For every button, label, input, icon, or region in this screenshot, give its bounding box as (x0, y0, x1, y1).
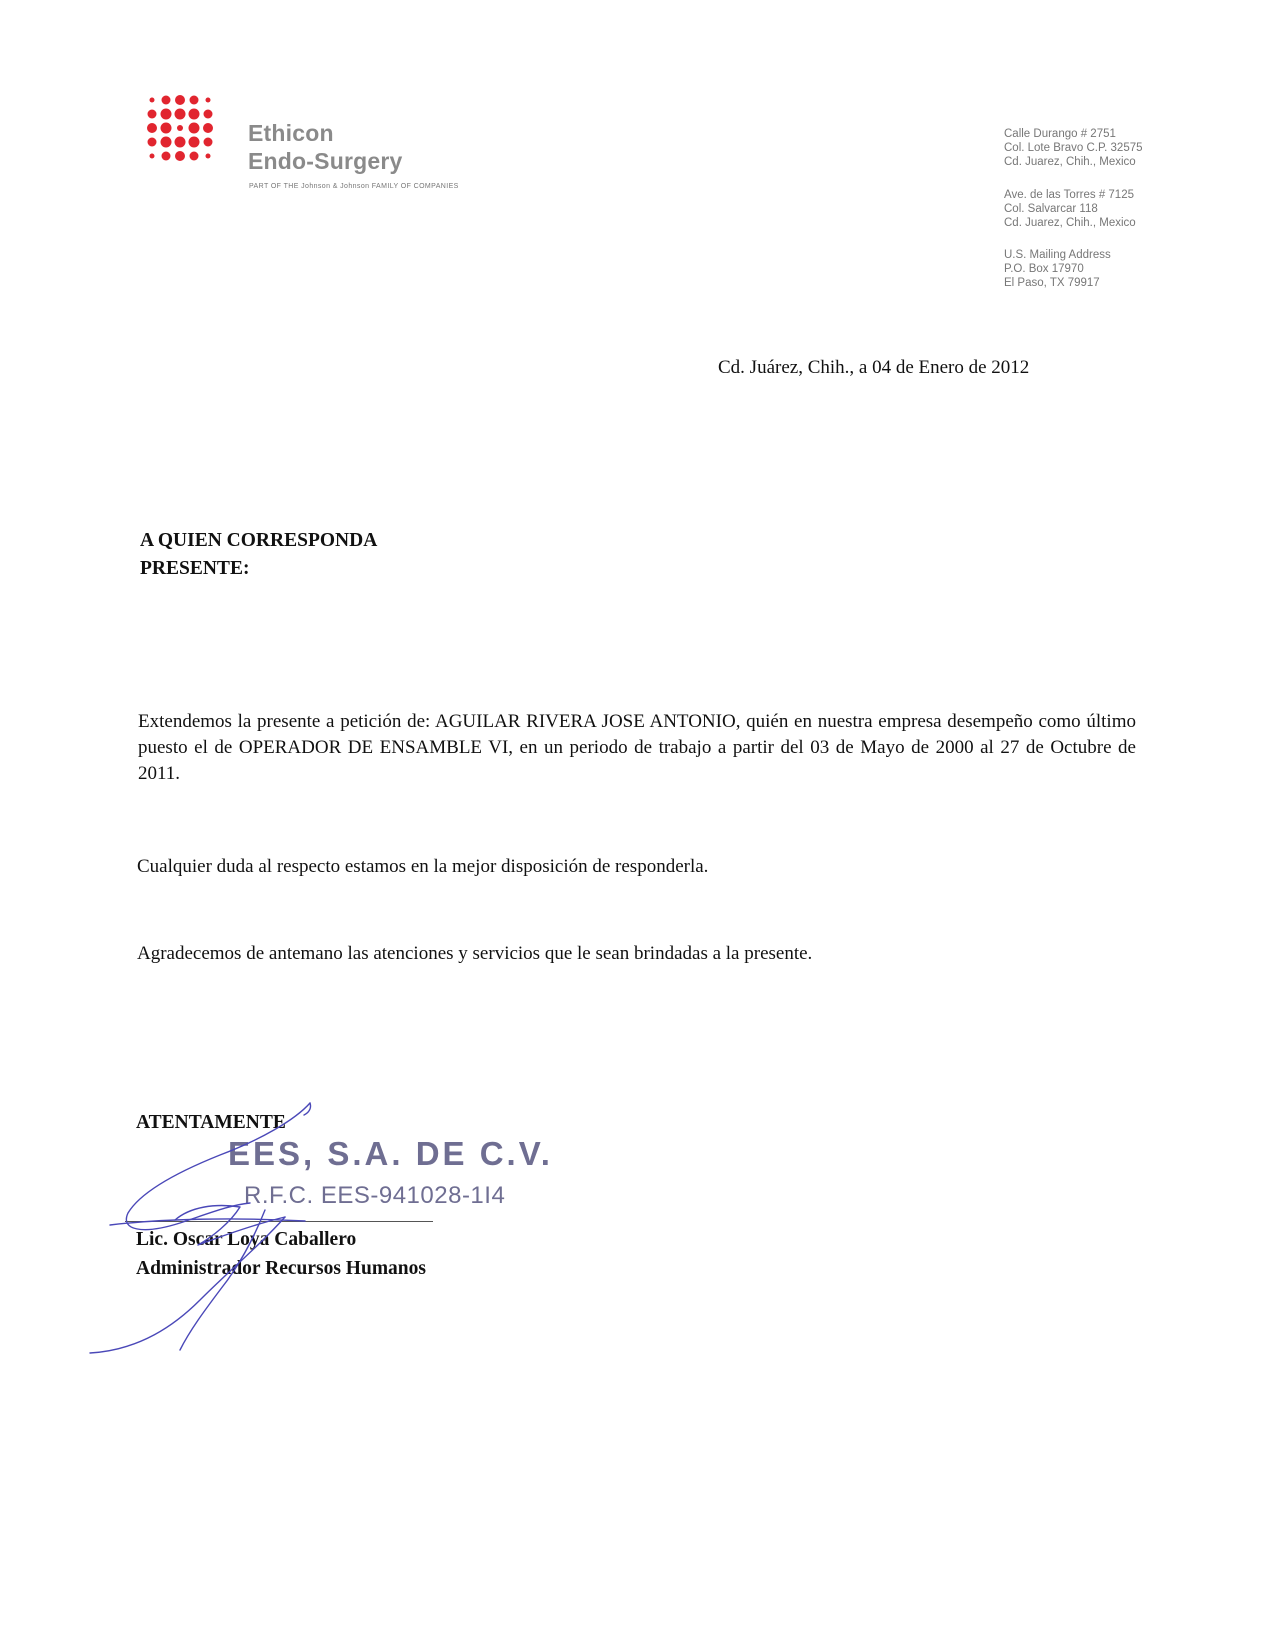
brand-tagline: PART OF THE Johnson & Johnson FAMILY OF COMPANIES (249, 183, 459, 190)
salutation-presente: PRESENTE: (140, 558, 250, 579)
signer-name: Lic. Oscar Loya Caballero (136, 1229, 357, 1250)
logo-dot (177, 125, 183, 131)
logo-dot (147, 123, 157, 133)
logo-dot (161, 137, 172, 148)
logo-dot (189, 137, 200, 148)
logo-dot (189, 123, 200, 134)
logo-dot (150, 154, 155, 159)
address-line: U.S. Mailing Address (1004, 249, 1111, 261)
ethicon-logo-icon (145, 93, 215, 163)
logo-dot (203, 123, 213, 133)
address-line: Cd. Juarez, Chih., Mexico (1004, 156, 1136, 168)
logo-dot (161, 109, 172, 120)
company-stamp-rfc: R.F.C. EES-941028-1I4 (244, 1182, 506, 1209)
address-line: P.O. Box 17970 (1004, 263, 1084, 275)
handwritten-signature (80, 1095, 420, 1355)
logo-dot (175, 95, 185, 105)
closing-atentamente: ATENTAMENTE (136, 1112, 286, 1133)
address-line: Col. Salvarcar 118 (1004, 203, 1098, 215)
address-block-us-mailing (1004, 248, 1111, 290)
address-line: Cd. Juarez, Chih., Mexico (1004, 217, 1136, 229)
logo-dot (162, 96, 171, 105)
address-line: Col. Lote Bravo C.P. 32575 (1004, 142, 1143, 154)
logo-dot (150, 98, 155, 103)
address-line: El Paso, TX 79917 (1004, 277, 1100, 289)
logo-dot (190, 96, 199, 105)
brand-name-line1: Ethicon (248, 120, 334, 146)
signer-title: Administrador Recursos Humanos (136, 1258, 426, 1279)
logo-dot (162, 152, 171, 161)
logo-dot (206, 154, 211, 159)
logo-dot (204, 110, 213, 119)
logo-dot (204, 138, 213, 147)
body-paragraph-thanks: Agradecemos de antemano las atenciones y servicios que le sean brindadas a la presente. (137, 943, 813, 964)
address-line: Ave. de las Torres # 7125 (1004, 189, 1134, 201)
logo-dot (148, 110, 157, 119)
logo-dot (175, 109, 186, 120)
logo-dot (161, 123, 172, 134)
brand-name-line2: Endo-Surgery (248, 148, 403, 174)
company-stamp-name: EES, S.A. DE C.V. (228, 1135, 553, 1172)
logo-dot (189, 109, 200, 120)
logo-dot (148, 138, 157, 147)
address-block-torres (1004, 188, 1136, 230)
salutation-recipient: A QUIEN CORRESPONDA (140, 530, 378, 551)
logo-dot (190, 152, 199, 161)
address-block-durango (1004, 127, 1143, 169)
logo-dot (175, 151, 185, 161)
letter-date: Cd. Juárez, Chih., a 04 de Enero de 2012 (718, 357, 1030, 378)
address-line: Calle Durango # 2751 (1004, 128, 1116, 140)
logo-dot (206, 98, 211, 103)
body-paragraph-questions: Cualquier duda al respecto estamos en la mejor disposición de responderla. (137, 856, 709, 877)
body-paragraph-employment: Extendemos la presente a petición de: AGUILAR RIVERA JOSE ANTONIO, quién en nuestra empresa desempeño como último puesto el de OPERADOR DE ENSAMBLE VI, en un periodo de trabajo a partir del 03 de Mayo de 2000 al 27 de Octubre de 2011. (138, 711, 1136, 784)
logo-dot (175, 137, 186, 148)
signature-line (125, 1221, 433, 1222)
